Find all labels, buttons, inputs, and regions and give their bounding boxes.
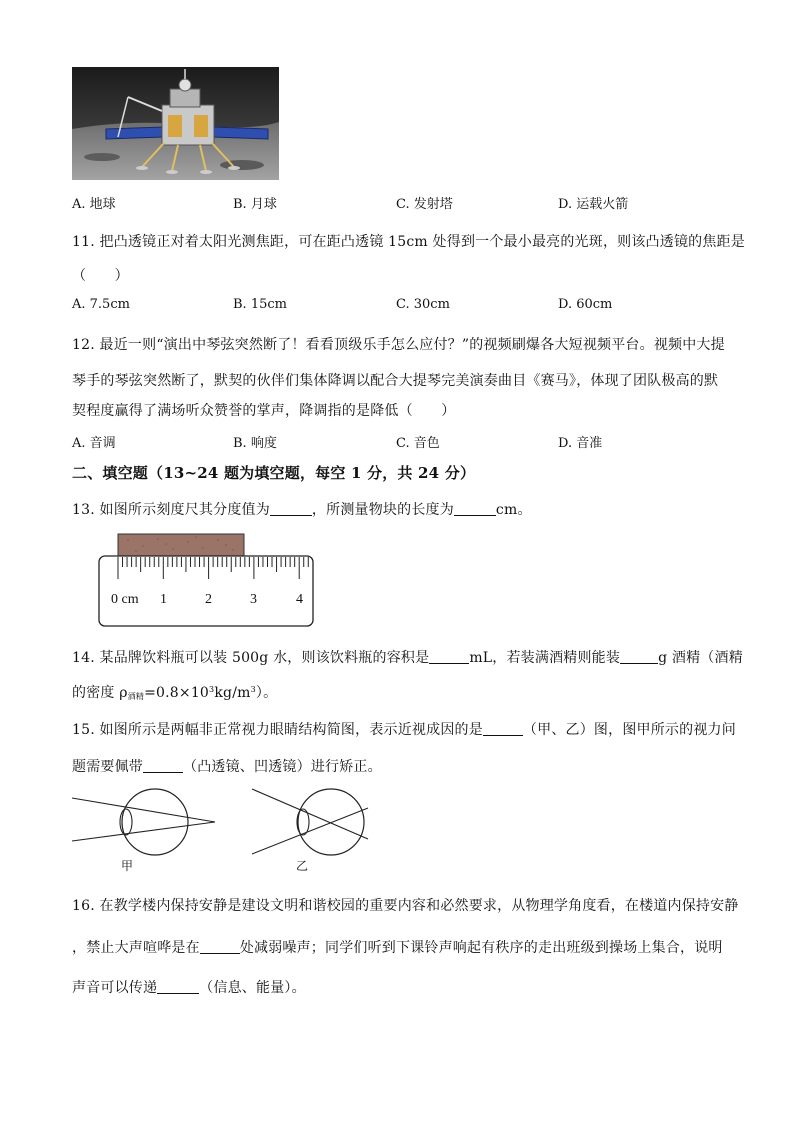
q12-stem-line3: 契程度赢得了满场听众赞誉的掌声，降调指的是降低（ ）	[72, 403, 456, 419]
q14-blank-mass[interactable]	[620, 649, 658, 664]
lunar-lander-image	[72, 67, 279, 180]
q14-text-2: mL，若装满酒精则能装	[469, 650, 621, 666]
q10-option-b[interactable]: B. 月球	[233, 197, 277, 212]
ruler-label-1: 1	[160, 592, 167, 607]
q15-blank-lens[interactable]	[143, 758, 183, 773]
q10-option-a[interactable]: A. 地球	[72, 197, 116, 212]
q14-stem-line1	[72, 647, 743, 667]
eyeball-yi	[298, 789, 364, 855]
q14-density-sub: 酒精	[127, 692, 145, 701]
q11-option-b[interactable]: B. 15cm	[233, 297, 287, 312]
q16-blank-transfer[interactable]	[157, 979, 199, 994]
q14-density-a: 的密度 ρ	[72, 685, 128, 701]
q15-stem-line1	[72, 719, 736, 739]
q14-density-c: kg/m	[214, 685, 251, 701]
q14-density-sup2: 3	[250, 685, 256, 694]
q10-option-d[interactable]: D. 运载火箭	[558, 197, 629, 212]
q14-density-b: =0.8×10	[144, 685, 210, 701]
q16-blank-where[interactable]	[200, 939, 240, 954]
label-yi: 乙	[296, 859, 309, 873]
q14-density-sup: 3	[209, 685, 215, 694]
q11-stem-line2: （ ）	[72, 268, 129, 284]
q13-text-1: 13. 如图所示刻度尺其分度值为	[72, 502, 270, 518]
q16-stem-line2	[72, 937, 723, 957]
q16-text-1: ，禁止大声喧哗是在	[72, 940, 200, 956]
q15-text-3: 题需要佩带	[72, 759, 143, 775]
q11-option-d[interactable]: D. 60cm	[558, 297, 613, 312]
q13-text-2: ，所测量物块的长度为	[311, 502, 454, 518]
q16-text-3: 声音可以传递	[72, 980, 158, 996]
q13-text-3: cm。	[495, 502, 532, 518]
ruler-figure	[98, 532, 314, 628]
q13-blank-length[interactable]	[454, 501, 496, 516]
q14-blank-volume[interactable]	[429, 649, 469, 664]
q12-option-d[interactable]: D. 音准	[558, 436, 603, 451]
q14-density-d: ）。	[255, 685, 278, 701]
q11-option-c[interactable]: C. 30cm	[396, 297, 450, 312]
eye-diagram-yi	[248, 784, 378, 876]
q11-option-a[interactable]: A. 7.5cm	[72, 297, 130, 312]
q16-stem-line3	[72, 977, 306, 997]
q10-option-c[interactable]: C. 发射塔	[396, 197, 453, 212]
q11-stem-line1: 11. 把凸透镜正对着太阳光测焦距，可在距凸透镜 15cm 处得到一个最小最亮的光斑，则该凸透镜的焦距是	[72, 234, 745, 250]
q15-stem-line2	[72, 756, 382, 776]
q12-stem-line1: 12. 最近一则“演出中琴弦突然断了！看看顶级乐手怎么应付？”的视频刷爆各大短视频平台。视频中大提	[72, 337, 725, 353]
q13-stem	[72, 499, 532, 519]
section-heading-fill-in: 二、填空题（13~24 题为填空题，每空 1 分，共 24 分）	[72, 464, 476, 482]
ruler-label-4: 4	[296, 592, 303, 607]
ruler-label-3: 3	[250, 592, 257, 607]
q16-text-2: 处减弱噪声；同学们听到下课铃声响起有秩序的走出班级到操场上集合，说明	[239, 940, 723, 956]
q12-stem-line2: 琴手的琴弦突然断了，默契的伙伴们集体降调以配合大提琴完美演奏曲目《赛马》，体现了团队极高的默	[72, 373, 719, 389]
q15-blank-figure[interactable]	[483, 721, 523, 736]
label-jia: 甲	[121, 859, 134, 873]
q14-text-3: g 酒精（酒精	[658, 650, 743, 666]
ray-jia-top	[72, 798, 215, 822]
q14-stem-line2	[72, 682, 277, 702]
q15-text-1: 15. 如图所示是两幅非正常视力眼睛结构简图，表示近视成因的是	[72, 722, 483, 738]
ray-jia-bottom	[72, 822, 215, 841]
ruler-label-0: 0 cm	[111, 592, 139, 607]
measured-block	[118, 534, 244, 556]
q15-text-4: （凸透镜、凹透镜）进行矫正。	[183, 759, 382, 775]
q12-option-c[interactable]: C. 音色	[396, 436, 440, 451]
q12-option-a[interactable]: A. 音调	[72, 436, 116, 451]
q12-option-b[interactable]: B. 响度	[233, 436, 277, 451]
eye-diagram-jia	[70, 784, 220, 876]
ruler-label-2: 2	[205, 592, 212, 607]
q16-text-4: （信息、能量）。	[199, 980, 306, 996]
q13-blank-division[interactable]	[270, 501, 312, 516]
q14-text-1: 14. 某品牌饮料瓶可以装 500g 水，则该饮料瓶的容积是	[72, 650, 430, 666]
q16-stem-line1: 16. 在教学楼内保持安静是建设文明和谐校园的重要内容和必然要求，从物理学角度看，在楼道内保持安静	[72, 898, 739, 914]
q15-text-2: （甲、乙）图，图甲所示的视力问	[522, 722, 736, 738]
